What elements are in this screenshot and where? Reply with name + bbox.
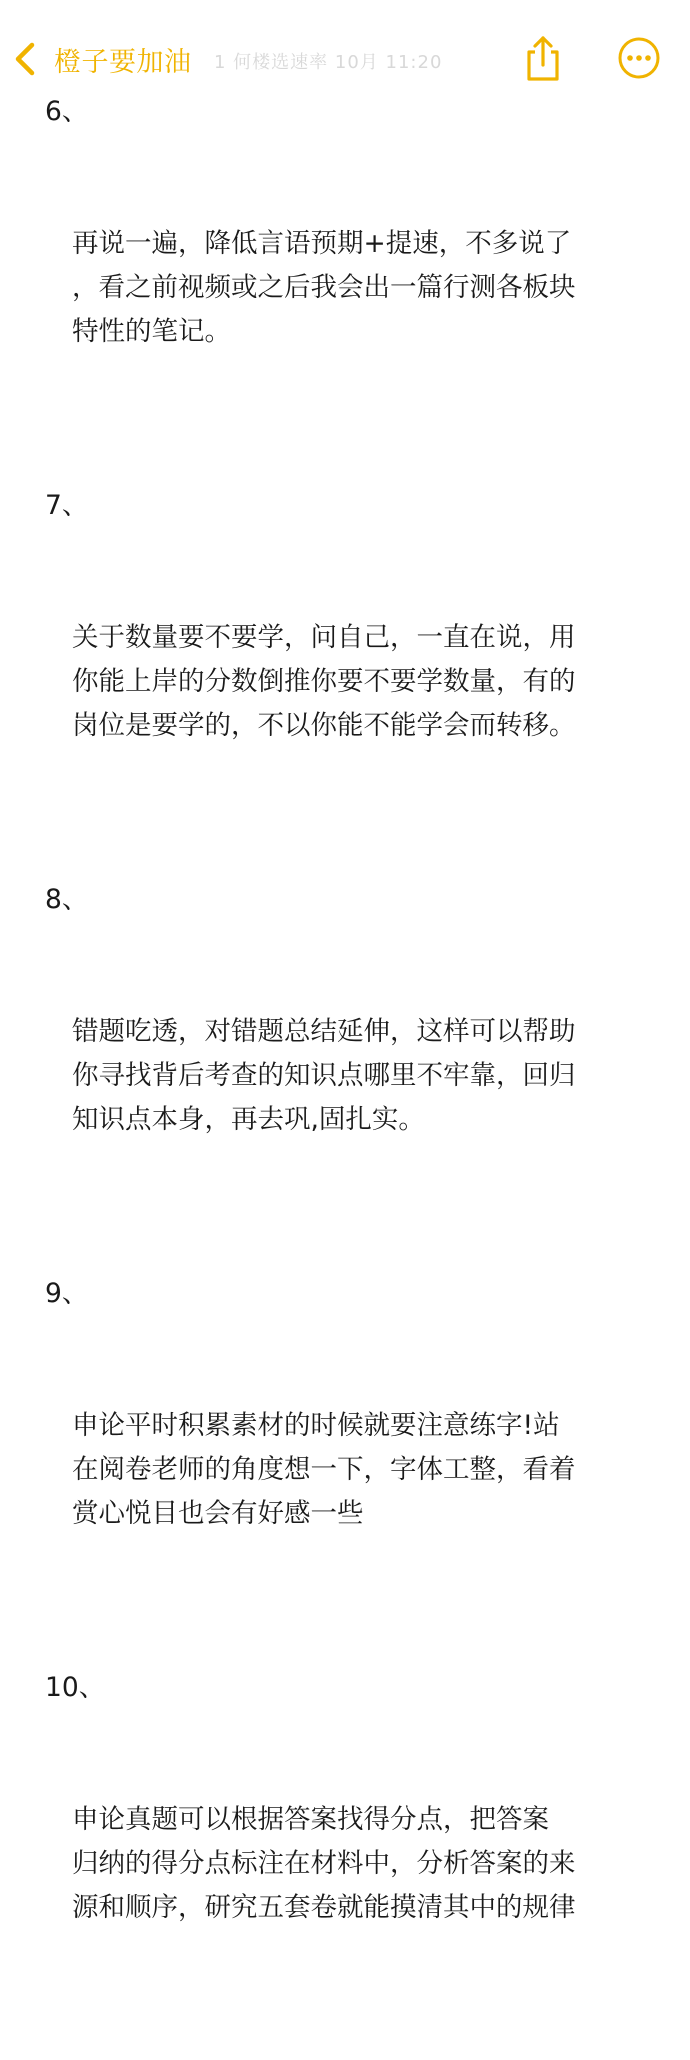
note-text: 申论真题可以根据答案找得分点，把答案 归纳的得分点标注在材料中，分析答案的来 源和顺序，研究五套卷就能摸清其中的规律	[72, 1804, 576, 1923]
back-label: 橙子要加油	[54, 46, 192, 78]
share-icon	[520, 34, 566, 82]
note-text: 关于数量要不要学，问自己，一直在说，用 你能上岸的分数倒推你要不要学数量，有的 岗位是要学的，不以你能不能学会而转移。	[72, 622, 576, 741]
back-button[interactable]	[12, 34, 192, 84]
note-item	[0, 484, 690, 836]
more-button[interactable]	[617, 36, 661, 80]
navigation-bar	[0, 0, 690, 100]
note-number: 9、	[45, 1278, 89, 1309]
note-text: 再说一遍，降低言语预期+提速，不多说了 ，看之前视频或之后我会出一篇行测各板块 特性的笔记。	[72, 228, 576, 347]
note-item	[0, 90, 690, 442]
note-number: 8、	[45, 884, 89, 915]
note-item	[0, 1666, 690, 2018]
note-number: 6、	[45, 96, 89, 127]
note-number: 10、	[45, 1672, 106, 1703]
note-body	[0, 90, 690, 2060]
note-text: 错题吃透，对错题总结延伸，这样可以帮助 你寻找背后考查的知识点哪里不牢靠，回归 知识点本身，再去巩,固扎实。	[72, 1016, 576, 1135]
note-item	[0, 1272, 690, 1624]
more-icon	[617, 36, 661, 80]
note-text: 申论平时积累素材的时候就要注意练字!站 在阅卷老师的角度想一下，字体工整，看着 赏心悦目也会有好感一些	[72, 1410, 576, 1529]
chevron-left-icon	[12, 39, 48, 79]
faded-date: 1 何楼选速率 10月 11:20	[214, 52, 443, 73]
note-number: 7、	[45, 490, 89, 521]
share-button[interactable]	[520, 34, 566, 82]
note-item	[0, 878, 690, 1230]
